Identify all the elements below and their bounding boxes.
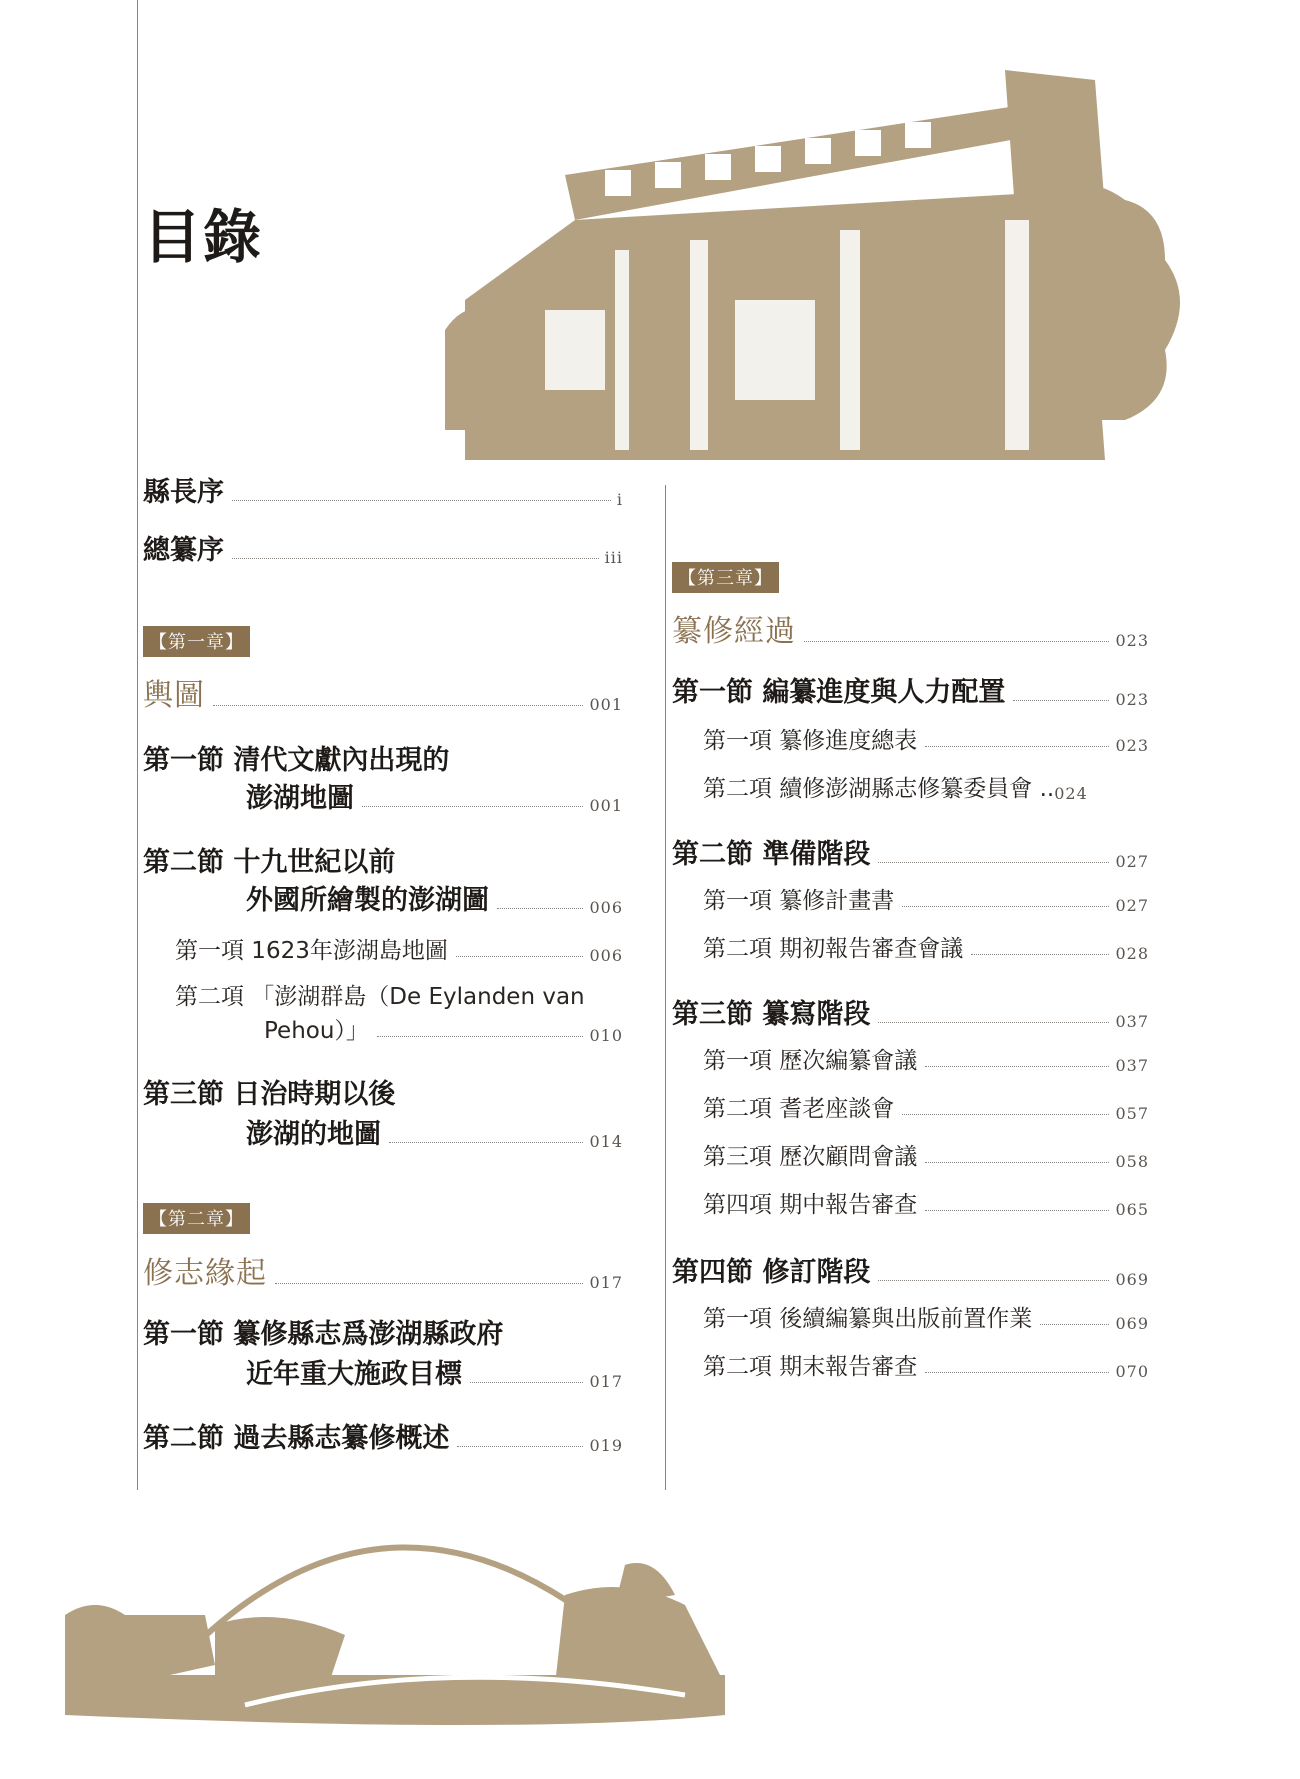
left-margin-line	[137, 0, 138, 1490]
toc-label: 縣長序	[143, 477, 224, 508]
toc-item-entry[interactable]	[703, 1090, 1149, 1123]
toc-section-entry[interactable]	[246, 1112, 623, 1151]
toc-label: 澎湖的地圖	[246, 1119, 381, 1150]
page-number: 001	[589, 796, 623, 815]
toc-label: 總纂序	[143, 535, 224, 566]
page-number: iii	[604, 548, 623, 567]
toc-item-entry[interactable]	[703, 1186, 1149, 1219]
leader-dots	[377, 1036, 584, 1037]
toc-chapter-title[interactable]	[143, 1248, 623, 1292]
toc-section-entry[interactable]	[672, 992, 1149, 1031]
toc-section-entry[interactable]	[143, 1416, 623, 1455]
page-number: 014	[589, 1132, 623, 1151]
toc-label: 近年重大施政目標	[246, 1359, 462, 1390]
chapter-tag: 【第三章】	[672, 562, 779, 593]
toc-item-entry[interactable]	[703, 722, 1149, 755]
leader-dots	[213, 705, 583, 706]
toc-item-entry[interactable]	[264, 1012, 623, 1045]
page-number: 037	[1115, 1056, 1149, 1075]
page-number: 058	[1115, 1152, 1149, 1171]
toc-label: 第二節 準備階段	[672, 839, 871, 870]
toc-label: 第一節 編纂進度與人力配置	[672, 677, 1006, 708]
toc-item-entry[interactable]	[703, 930, 1149, 963]
column-divider	[665, 485, 666, 1490]
page-number: 010	[589, 1026, 623, 1045]
page-number: i	[616, 490, 623, 509]
toc-label: 第一項 歷次編纂會議	[703, 1048, 918, 1074]
page-number: 023	[1115, 690, 1149, 709]
page-number: 065	[1115, 1200, 1149, 1219]
toc-label: 第一項 纂修進度總表	[703, 728, 918, 754]
page-number: 037	[1115, 1012, 1149, 1031]
page-number: 069	[1115, 1314, 1149, 1333]
leader-dots	[456, 956, 584, 957]
toc-chapter-title[interactable]	[672, 606, 1149, 650]
page-number: 057	[1115, 1104, 1149, 1123]
toc-item-entry[interactable]	[703, 770, 1149, 803]
leader-dots	[878, 1280, 1109, 1281]
toc-section-entry[interactable]	[246, 878, 623, 917]
toc-item-entry[interactable]	[703, 882, 1149, 915]
toc-label: 外國所繪製的澎湖圖	[246, 885, 489, 916]
leader-dots	[1013, 700, 1109, 701]
toc-item-entry[interactable]	[703, 1300, 1149, 1333]
toc-section-entry[interactable]	[672, 1250, 1149, 1289]
page-number: 019	[589, 1436, 623, 1455]
page-number: 028	[1115, 944, 1149, 963]
page-number: 027	[1115, 896, 1149, 915]
leader-dots	[902, 1114, 1109, 1115]
leader-dots	[925, 1066, 1109, 1067]
bridge-illustration	[65, 1505, 725, 1735]
leader-dots	[925, 1162, 1109, 1163]
toc-label: 第一項 後續編纂與出版前置作業	[703, 1306, 1033, 1332]
page-number: 017	[589, 1372, 623, 1391]
leader-dots	[878, 862, 1109, 863]
page-number: 024	[1054, 784, 1088, 803]
page-title: 目錄	[143, 203, 264, 271]
leader-dots	[362, 806, 583, 807]
toc-preface-county-magistrate[interactable]	[143, 470, 623, 509]
page-number: 001	[589, 695, 623, 714]
leader-dots	[497, 908, 583, 909]
toc-label: 第四項 期中報告審查	[703, 1192, 918, 1218]
chapter-title: 纂修經過	[672, 614, 796, 649]
chapter-title: 修志緣起	[143, 1256, 267, 1291]
leader-dots	[902, 906, 1109, 907]
toc-label: 第二項 耆老座談會	[703, 1096, 895, 1122]
page-number: 023	[1115, 631, 1149, 650]
leader-dots	[804, 641, 1109, 642]
chapter-title: 輿圖	[143, 678, 205, 713]
toc-label: 第二項 續修澎湖縣志修纂委員會 ..	[703, 776, 1055, 802]
leader-dots	[457, 1446, 583, 1447]
toc-label: Pehou）」	[264, 1018, 369, 1044]
leader-dots	[1040, 1324, 1109, 1325]
toc-item-entry[interactable]	[703, 1042, 1149, 1075]
toc-section-title[interactable]: 第一節 纂修縣志爲澎湖縣政府	[143, 1319, 504, 1350]
page-number: 023	[1115, 736, 1149, 755]
leader-dots	[470, 1382, 583, 1383]
toc-label: 第三節 纂寫階段	[672, 999, 871, 1030]
building-illustration	[445, 70, 1185, 470]
toc-section-title[interactable]: 第二節 十九世紀以前	[143, 847, 396, 878]
toc-chapter-title[interactable]	[143, 670, 623, 714]
leader-dots	[925, 1210, 1109, 1211]
leader-dots	[971, 954, 1109, 955]
toc-section-entry[interactable]	[246, 1352, 623, 1391]
page-number: 006	[589, 898, 623, 917]
toc-item-entry[interactable]	[703, 1348, 1149, 1381]
chapter-tag: 【第一章】	[143, 626, 250, 657]
toc-section-entry[interactable]	[672, 832, 1149, 871]
toc-item-entry[interactable]	[703, 1138, 1149, 1171]
leader-dots	[878, 1022, 1109, 1023]
toc-preface-chief-editor[interactable]	[143, 528, 623, 567]
toc-label: 第一項 纂修計畫書	[703, 888, 895, 914]
toc-section-entry[interactable]	[672, 670, 1149, 709]
toc-item-entry[interactable]	[175, 932, 623, 965]
chapter-tag: 【第二章】	[143, 1203, 250, 1234]
leader-dots	[232, 500, 611, 501]
page-number: 017	[589, 1273, 623, 1292]
toc-section-title[interactable]: 第一節 清代文獻內出現的	[143, 745, 450, 776]
toc-label: 第一項 1623年澎湖島地圖	[175, 938, 448, 964]
page-number: 006	[589, 946, 623, 965]
toc-item-title[interactable]: 第二項 「澎湖群島（De Eylanden van	[175, 984, 585, 1010]
toc-section-title[interactable]: 第三節 日治時期以後	[143, 1079, 396, 1110]
toc-label: 澎湖地圖	[246, 783, 354, 814]
leader-dots	[925, 1372, 1109, 1373]
leader-dots	[389, 1142, 583, 1143]
toc-section-entry[interactable]	[246, 776, 623, 815]
page-number: 069	[1115, 1270, 1149, 1289]
leader-dots	[925, 746, 1109, 747]
leader-dots	[232, 558, 599, 559]
toc-label: 第三項 歷次顧問會議	[703, 1144, 918, 1170]
toc-label: 第二項 期末報告審查	[703, 1354, 918, 1380]
toc-label: 第四節 修訂階段	[672, 1257, 871, 1288]
page-number: 070	[1115, 1362, 1149, 1381]
toc-label: 第二節 過去縣志纂修概述	[143, 1423, 450, 1454]
toc-label: 第二項 期初報告審查會議	[703, 936, 964, 962]
page-number: 027	[1115, 852, 1149, 871]
leader-dots	[275, 1283, 583, 1284]
